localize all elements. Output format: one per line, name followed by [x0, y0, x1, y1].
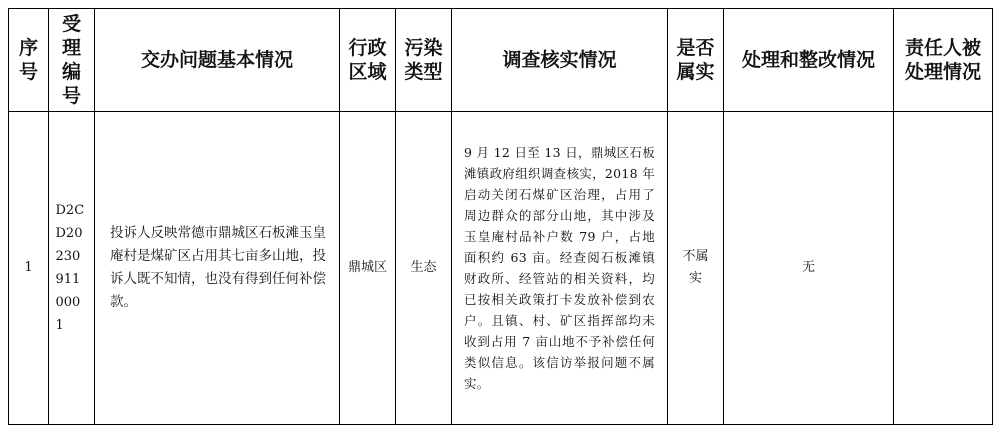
cell-investigation: 9 月 12 日至 13 日，鼎城区石板滩镇政府组织调查核实，2018 年启动关闭石煤矿区治理，占用了周边群众的部分山地，其中涉及玉皇庵村品补户数 79 户，占地面积约 63 亩。经查阅石板滩镇财政所、经管站的相关资料，均已按相关政策打卡发放补偿到农户。且镇、村、矿区指挥部均未收到占用 7 亩山地不予补偿任何类似信息。该信访举报问题不属实。 [452, 112, 668, 425]
cell-verified: 不属实 [668, 112, 724, 425]
header-handling: 处理和整改情况 [724, 9, 894, 112]
cell-region: 鼎城区 [340, 112, 396, 425]
header-investigation: 调查核实情况 [452, 9, 668, 112]
header-row [9, 9, 993, 112]
header-verified: 是否属实 [668, 9, 724, 112]
complaint-table [8, 8, 993, 425]
cell-accountability [894, 112, 993, 425]
header-pollution: 污染类型 [396, 9, 452, 112]
cell-pollution: 生态 [396, 112, 452, 425]
table-row [9, 112, 993, 425]
cell-handling: 无 [724, 112, 894, 425]
cell-issue: 投诉人反映常德市鼎城区石板滩玉皇庵村是煤矿区占用其七亩多山地，投诉人既不知情，也没有得到任何补偿款。 [95, 112, 340, 425]
cell-seq: 1 [9, 112, 49, 425]
header-issue: 交办问题基本情况 [95, 9, 340, 112]
header-received-no: 受理编号 [49, 9, 95, 112]
header-accountability: 责任人被处理情况 [894, 9, 993, 112]
header-seq: 序号 [9, 9, 49, 112]
cell-received-no: D2CD202309110001 [49, 112, 95, 425]
header-region: 行政区域 [340, 9, 396, 112]
